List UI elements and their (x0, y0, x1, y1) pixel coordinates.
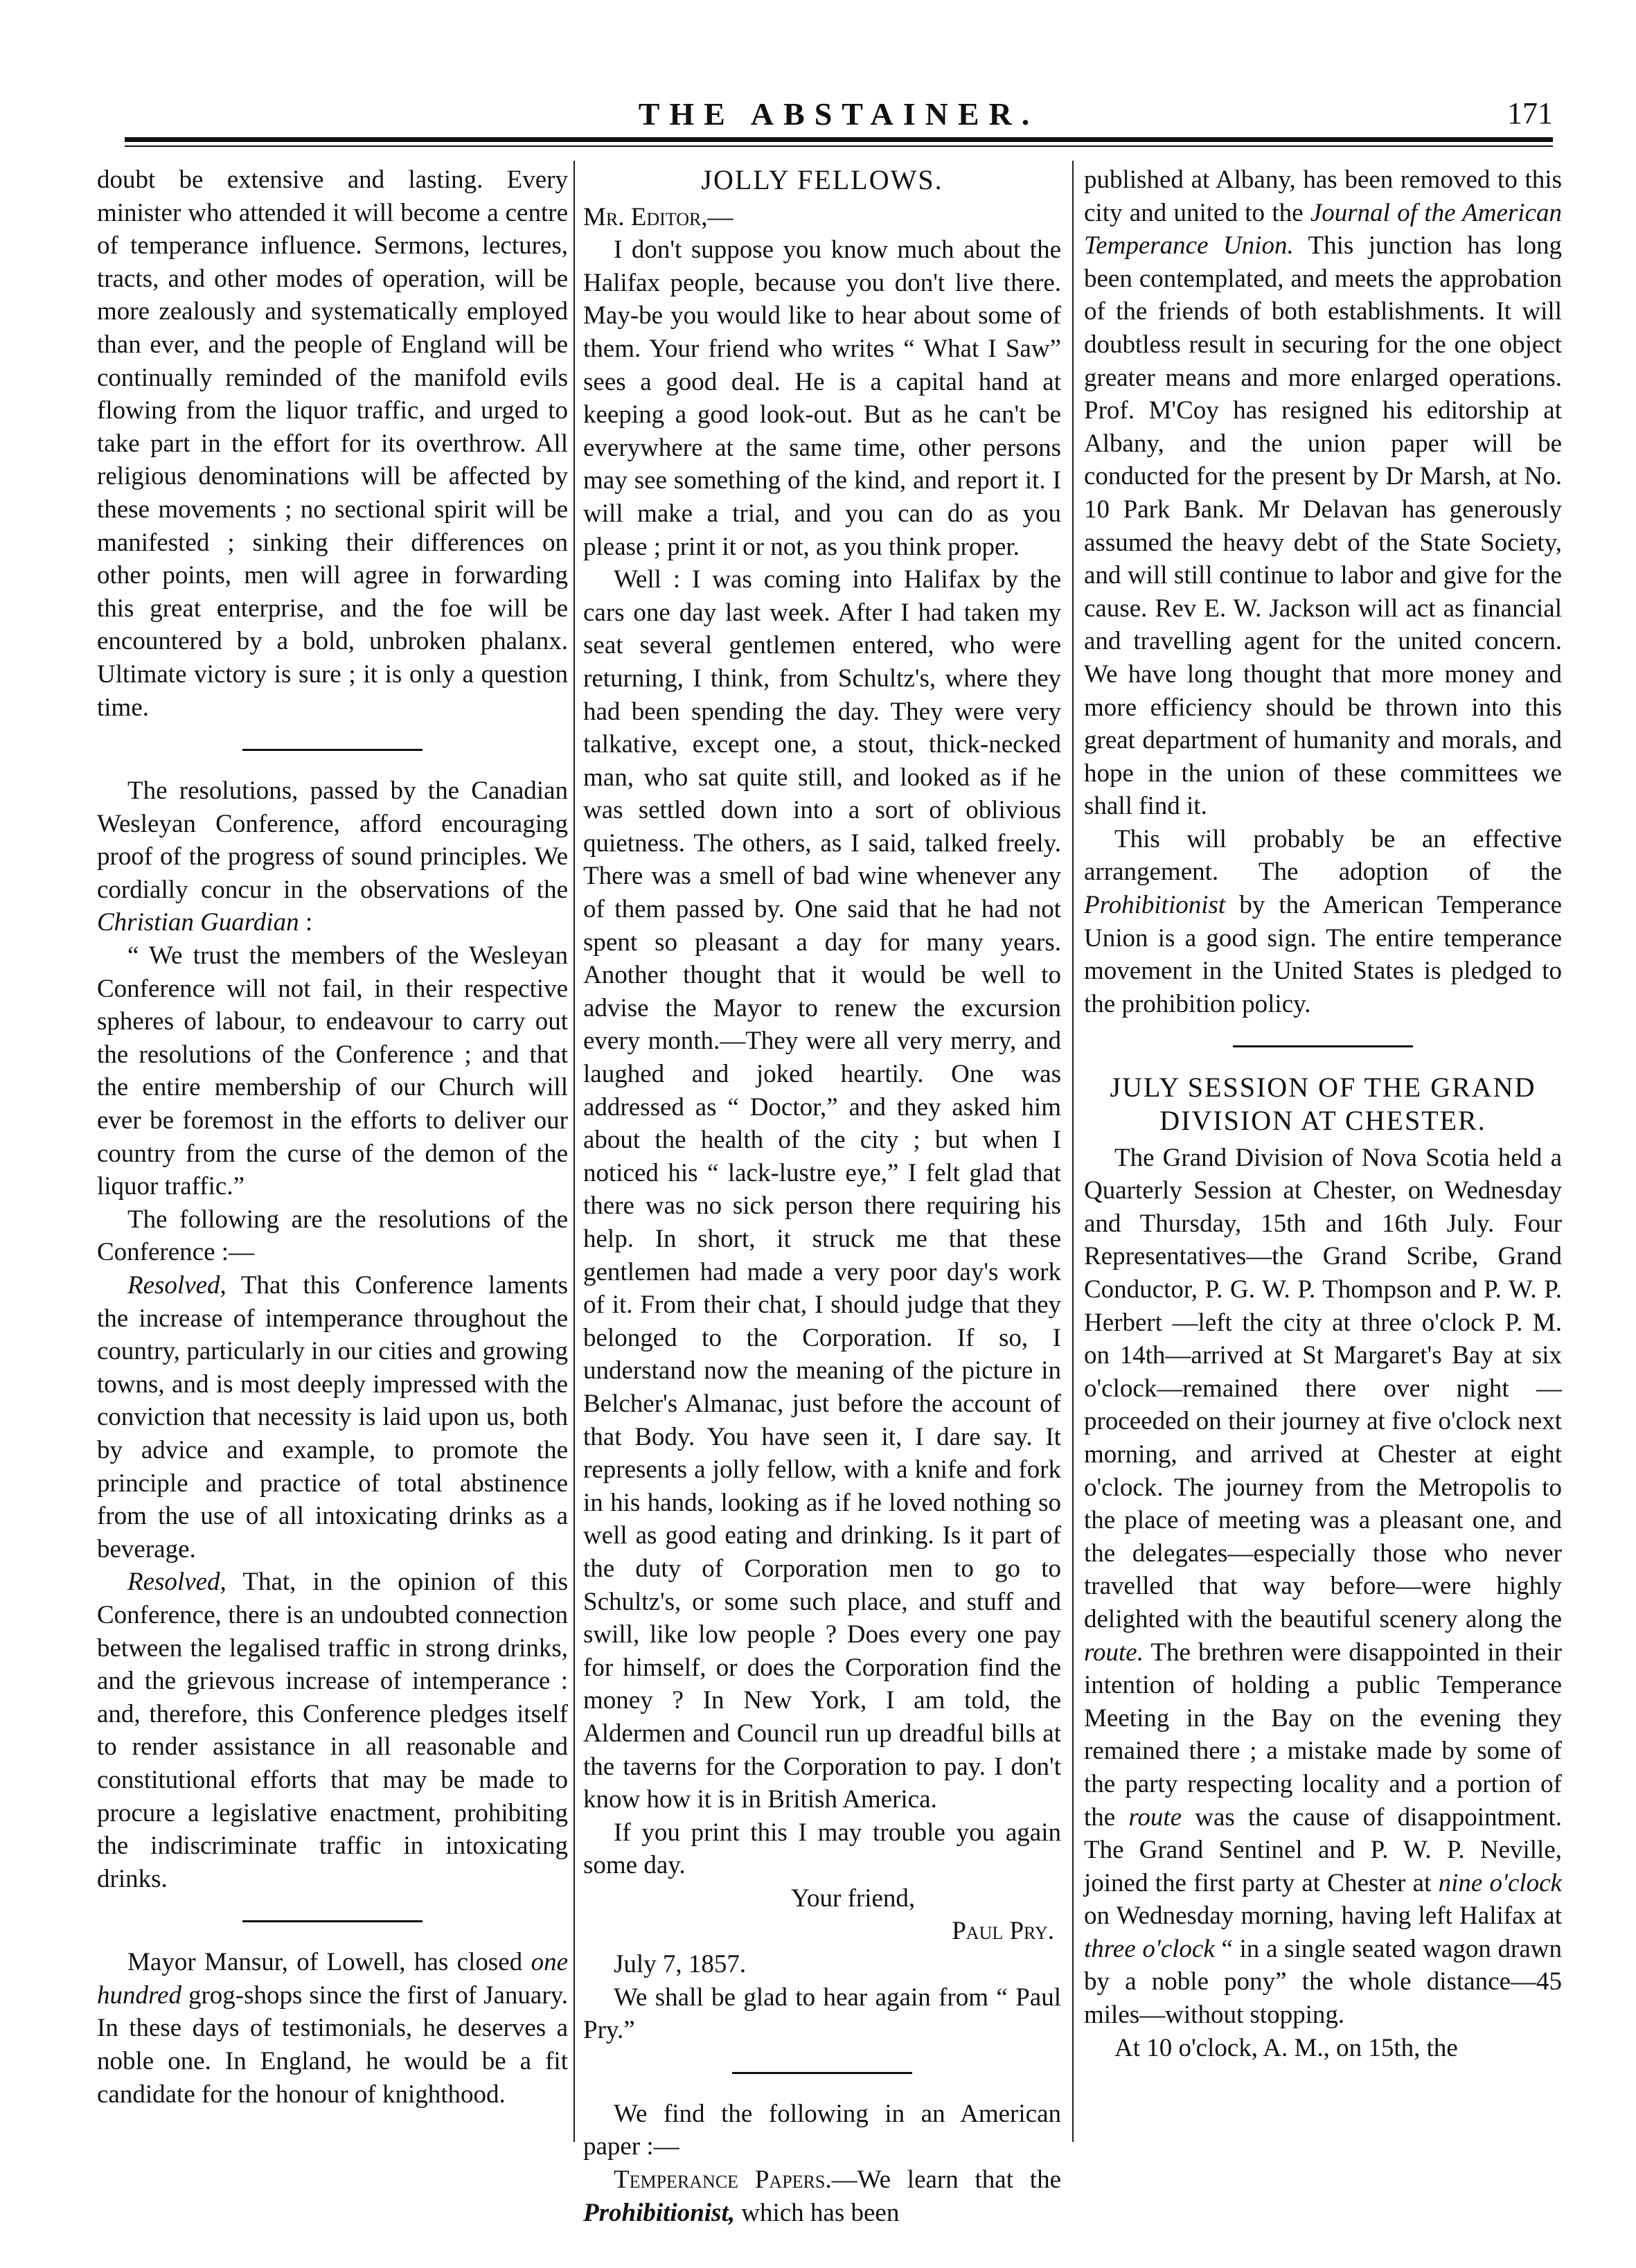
paragraph (97, 774, 568, 939)
header-rule-thick (125, 137, 1553, 142)
dateline: July 7, 1857. (614, 1950, 747, 1979)
signature-name: Paul Pry. (952, 1917, 1054, 1946)
signature-closing: Your friend, (791, 1884, 916, 1913)
text-run-italic: three o'clock (1084, 1934, 1215, 1963)
text-run: The resolutions, passed by the Canadian Wesleyan Conference, afford encouraging proof of the progress of sound principles. We cordially concur in the observations of the (97, 777, 568, 904)
section-separator (732, 2072, 912, 2074)
running-head: THE ABSTAINER. (638, 96, 1040, 132)
text-run: : (299, 908, 313, 937)
column-3 (1084, 163, 1562, 2064)
text-run: This will probably be an effective arrangement. The adoption of the (1084, 824, 1562, 887)
header-rule-thin (125, 145, 1553, 147)
paragraph (1084, 1142, 1562, 2032)
paragraph: I don't suppose you know much about the Halifax people, because you don't live there. May-be you would like to hear about some of them. Your friend who writes “ What I Saw” sees a good deal. He is a capital hand at keeping a good look-out. But as he can't be everywhere at the same time, other persons may see something of the kind, and report it. I will make a trial, and you can do as you please ; print it or not, as you think proper. (583, 236, 1061, 561)
text-run: was the cause of disappointment. The Grand Sentinel and P. W. P. Neville, joined the first party at Chester at (1084, 1802, 1562, 1897)
text-run: grog-shops since the first of January. In these days of testimonials, he deserves a noble one. In England, he would be a fit candidate for the honour of knighthood. (97, 1981, 568, 2109)
text-run: —We learn that the (831, 2165, 1061, 2195)
quotation: “ We trust the members of the Wesleyan Conference will not fail, in their respective spheres of labour, to endeavour to carry out the resolutions of the Conference ; and that the entire membership of our Church will ever be foremost in the efforts to deliver our country from the curse of the demon of the liquor traffic.” (97, 941, 568, 1201)
paragraph: We shall be glad to hear again from “ Paul Pry.” (583, 1983, 1061, 2045)
text-run-italic: Prohibitionist (1084, 891, 1226, 920)
text-run: The Grand Division of Nova Scotia held a Quarterly Session at Chester, on Wednesday and Thursday, 15th and 16th July. Four Representatives—the Grand Scribe, Grand Conductor, P. G. W. P. Thompson and P. W. P. Herbert —left the city at three o'clock P. M. on 14th—arrived at St Margaret's Bay at six o'clock—remained there over night —proceeded on their journey at five o'clock next morning, and arrived at Chester at eight o'clock. The journey from the Metropolis to the place of meeting was a pleasant one, and the delegates—especially those who never travelled that way before—were highly delighted with the beautiful scenery along the (1084, 1143, 1562, 1633)
text-run: “ in a single seated wagon drawn by a noble pony” the whole distance—45 miles—without stopping. (1084, 1934, 1562, 2030)
paragraph: Well : I was coming into Halifax by the cars one day last week. After I had taken my seat several gentlemen entered, who were returning, I think, from Schultz's, where they had been spending the day. They were very talkative, except one, a stout, thick-necked man, who sat quite still, and looked as if he was settled down into a sort of oblivious quietness. The others, as I said, talked freely. There was a smell of bad wine whenever any of them passed by. One said that he had not spent so pleasant a day for many years. Another thought that it would be well to advise the Mayor to renew the excursion every month.—They were all very merry, and laughed and joked heartily. One was addressed as “ Doctor,” and they asked him about the health of the city ; but when I noticed his “ lack-lustre eye,” I felt glad that there was no sick person there requiring his help. In short, it struck me that these gentlemen had made a very poor day's work of it. From their chat, I should judge that they belonged to the Corporation. If so, I understand now the meaning of the picture in Belcher's Almanac, just before the account of that Body. You have seen it, I dare say. It represents a jolly fellow, with a knife and fork in his hands, looking as if he loved nothing so well as good eating and drinking. Is it part of the duty of Corporation men to go to Schultz's, or some such place, and stuff and swill, like low people ? Does every one pay for himself, or does the Corporation find the money ? In New York, I am told, the Aldermen and Council run up dreadful bills at the taverns for the Corporation to pay. I don't know how it is in British America. (583, 565, 1061, 1814)
text-run-italic: Prohibitionist, (583, 2198, 735, 2227)
run-in-heading: Temperance Papers. (614, 2165, 832, 2195)
text-run-italic: Journal of the American Temperance Union. (1084, 198, 1562, 260)
paragraph: We find the following in an American paper :— (583, 2099, 1061, 2161)
page-header (125, 83, 1553, 139)
article-title: JOLLY FELLOWS. (701, 164, 943, 195)
paragraph (1084, 163, 1562, 823)
paragraph (1084, 823, 1562, 1021)
section-separator (1233, 1045, 1413, 1047)
resolution (97, 1269, 568, 1566)
text-run: This junction has long been contemplated, and meets the approbation of the friends of both establishments. It will doubtless result in securing for the one object greater means and more enlarged operations. Prof. M'Coy has resigned his editorship at Albany, and the union paper will be conducted for the present by Dr Marsh, at No. 10 Park Bank. Mr Delavan has generously assumed the heavy debt of the State Society, and will still continue to labor and give for the cause. Rev E. W. Jackson will act as financial and travelling agent for the united concern. We have long thought that more money and more efficiency should be thrown into this great department of humanity and morals, and hope in the union of these committees we shall find it. (1084, 231, 1562, 821)
resolution-text: That, in the opinion of this Conference, there is an undoubted connection between the legalised traffic in strong drinks, and the grievous increase of intemperance : and, therefore, this Conference pledges itself to render assistance in all reasonable and constitutional efforts that may be made to procure a legislative enactment, prohibiting the indiscriminate traffic in intoxicating drinks. (97, 1568, 568, 1893)
text-run: The brethren were disappointed in their intention of holding a public Temperance Meeting in the Bay on the evening they remained there ; a mistake made by some of the party respecting locality and a portion of the (1084, 1638, 1562, 1832)
paragraph: doubt be extensive and lasting. Every minister who attended it will become a centre of temperance influence. Sermons, lectures, tracts, and other modes of operation, will be more zealously and systematically employed than ever, and the people of England will be continually reminded of the manifold evils flowing from the liquor traffic, and urged to take part in the effort for its overthrow. All religious denominations will be affected by these movements ; no sectional spirit will be manifested ; sinking their differences on other points, men will agree in forwarding this great enterprise, and the foe will be encountered by a bold, unbroken phalanx. Ultimate victory is sure ; it is only a question time. (97, 166, 568, 722)
salutation: Mr. Editor,— (583, 202, 733, 231)
text-run: Mayor Mansur, of Lowell, has closed (127, 1948, 531, 1977)
paragraph: The following are the resolutions of the Conference :— (97, 1205, 568, 1267)
paragraph (583, 2163, 1061, 2229)
text-run: on Wednesday morning, having left Halifax at (1084, 1902, 1562, 1931)
resolution-text: That this Conference laments the increase of intemperance throughout the country, particularly in our cities and growing towns, and is most deeply impressed with the conviction that necessity is laid upon us, both by advice and example, to promote the principle and practice of total abstinence from the use of all intoxicating drinks as a beverage. (97, 1271, 568, 1563)
paragraph (97, 1946, 568, 2111)
resolution-lead: Resolved, (127, 1568, 226, 1597)
column-1 (97, 163, 568, 2111)
resolution-lead: Resolved, (127, 1271, 226, 1300)
text-run: published at Albany, has been removed to this city and united to the (1084, 166, 1562, 227)
text-run-italic: route (1128, 1802, 1182, 1832)
column-2 (583, 163, 1061, 2229)
text-run-italic: one hundred (97, 1948, 568, 2010)
text-run-italic: route. (1084, 1638, 1144, 1667)
page-number: 171 (1507, 96, 1553, 130)
paragraph: If you print this I may trouble you again some day. (583, 1818, 1061, 1880)
section-separator (242, 749, 423, 751)
article-title: JULY SESSION OF THE GRAND DIVISION AT CHESTER. (1110, 1072, 1536, 1137)
paragraph: At 10 o'clock, A. M., on 15th, the (1114, 2033, 1458, 2062)
text-run-italic: nine o'clock (1438, 1868, 1562, 1897)
text-run: by the American Temperance Union is a good sign. The entire temperance movement in the United States is pledged to the prohibition policy. (1084, 891, 1562, 1018)
text-run: which has been (734, 2198, 900, 2227)
text-run-italic: Christian Guardian (97, 908, 299, 937)
resolution (97, 1566, 568, 1895)
column-divider (574, 161, 575, 2142)
column-divider (1072, 161, 1074, 2142)
section-separator (242, 1920, 423, 1922)
